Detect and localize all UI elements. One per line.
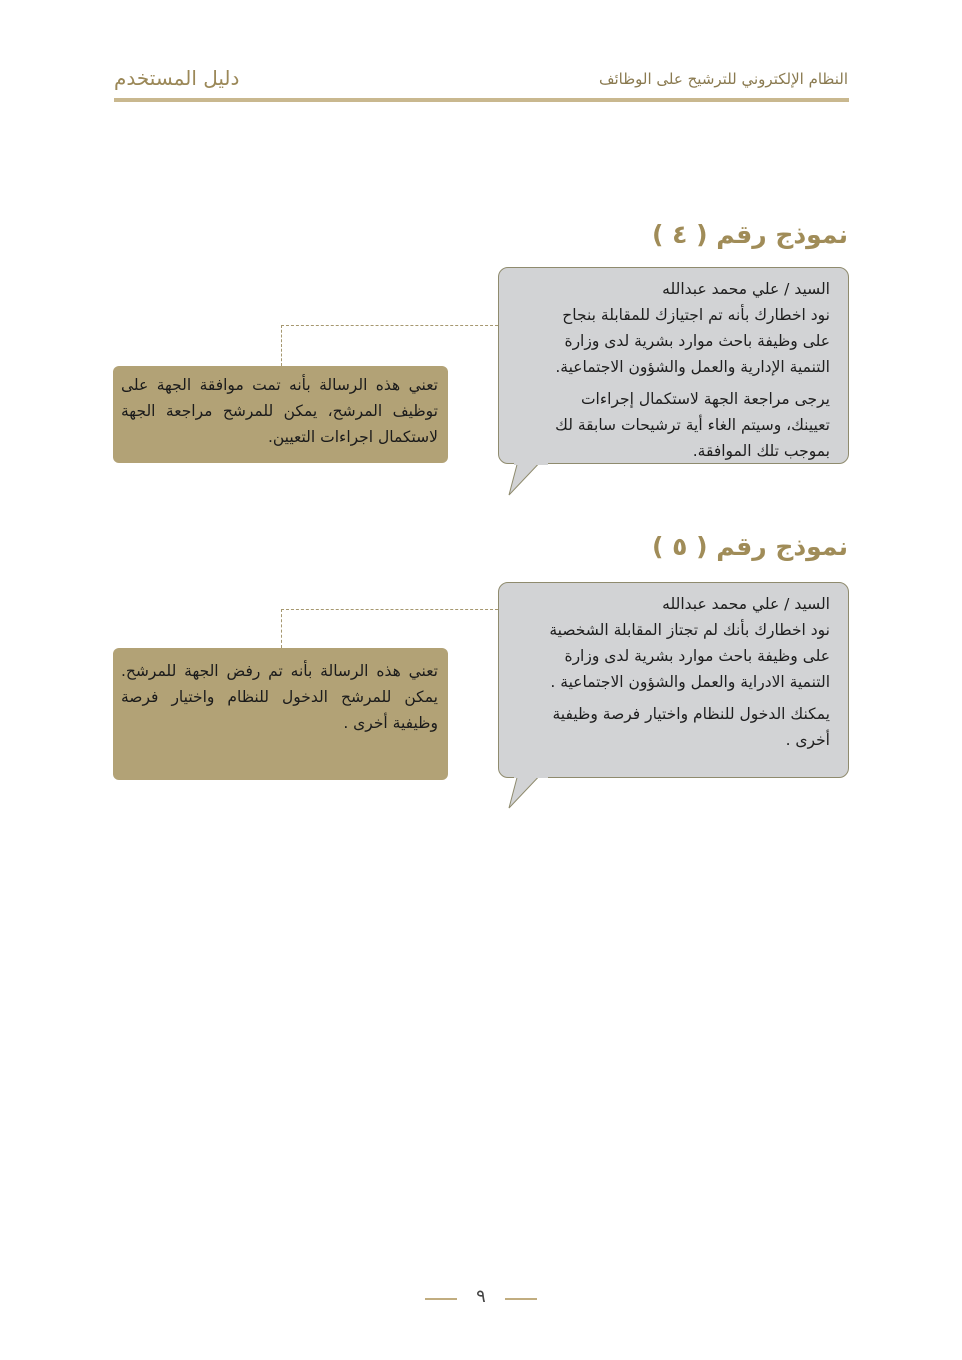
header-divider	[114, 98, 849, 102]
message-salutation: السيد / علي محمد عبدالله	[662, 280, 830, 298]
message-paragraph: يرجى مراجعة الجهة لاستكمال إجراءات تعيينك، وسيتم الغاء أية ترشيحات سابقة لك بموجب تلك الموافقة.	[555, 390, 830, 460]
explanation-box-4: تعني هذه الرسالة بأنه تمت موافقة الجهة على توظيف المرشح، يمكن للمرشح مراجعة الجهة لاستكمال اجراءات التعيين.	[113, 366, 448, 463]
bubble-tail-mask-4	[506, 452, 554, 468]
connector-line	[281, 325, 282, 366]
message-paragraph: نود اخطارك بأنك لم تجتاز المقابلة الشخصية على وظيفة باحث موارد بشرية لدى وزارة التنمية الادراية والعمل والشؤون الاجتماعية .	[549, 621, 830, 691]
system-title: النظام الإلكتروني للترشيح على الوظائف	[598, 70, 848, 88]
bubble-tail-mask-5	[506, 766, 554, 782]
section-title-5: نموذج رقم ( ٥ )	[652, 532, 848, 561]
connector-line	[281, 609, 282, 648]
connector-line	[281, 609, 498, 610]
page-number: ٩	[476, 1286, 486, 1307]
connector-line	[281, 325, 498, 326]
message-bubble-5	[498, 582, 849, 778]
guide-title: دليل المستخدم	[114, 66, 240, 90]
message-paragraph: نود اخطارك بأنه تم اجتيازك للمقابلة بنجاح على وظيفة باحث موارد بشرية لدى وزارة التنمية الإدارية والعمل والشؤون الاجتماعية.	[555, 306, 830, 376]
section-title-4: نموذج رقم ( ٤ )	[652, 220, 848, 249]
footer-rule-right	[505, 1298, 537, 1300]
footer-rule-left	[425, 1298, 457, 1300]
message-bubble-4	[498, 267, 849, 464]
explanation-box-5: تعني هذه الرسالة بأنه تم رفض الجهة للمرشح. يمكن للمرشح الدخول للنظام واختيار فرصة وظيفية أخرى .	[113, 648, 448, 780]
message-paragraph: يمكنك الدخول للنظام واختيار فرصة وظيفية أخرى .	[552, 705, 830, 749]
message-salutation: السيد / علي محمد عبدالله	[662, 595, 830, 613]
